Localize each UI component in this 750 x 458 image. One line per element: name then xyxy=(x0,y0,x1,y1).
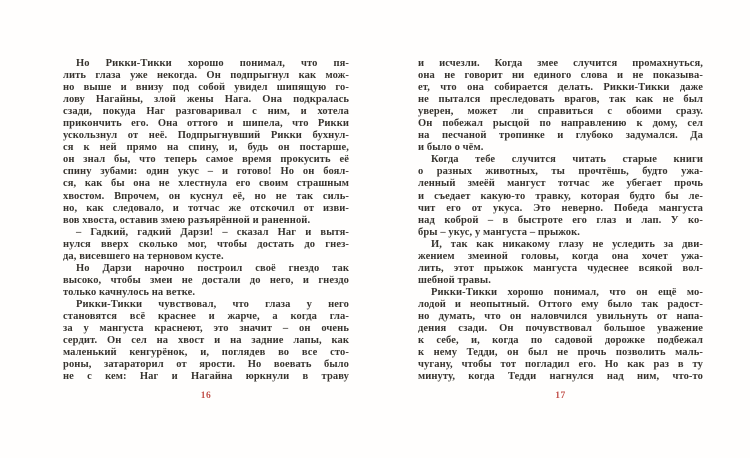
text-line: бры – укус, у мангуста – прыжок. xyxy=(418,226,580,238)
text-line: лову Нагайны, злой жены Нага. Она подкралась xyxy=(63,94,349,106)
text-line: за у мангуста краснеют, это значит – он очень xyxy=(63,323,349,335)
text-line: но думать, что он наловчился увильнуть от напа- xyxy=(418,310,703,322)
text-line: ся к ней прямо на спину, и, будь он постарше, xyxy=(63,142,349,154)
text-line: чугану, чтобы тот погладил его. Но как раз в ту xyxy=(418,359,703,371)
text-line: – Гадкий, гадкий Дарзи! – сказал Наг и вытя- xyxy=(76,226,349,238)
text-line: не с кем: Наг и Нагайна юркнули в траву xyxy=(63,371,349,383)
page-number-left: 16 xyxy=(200,391,212,401)
text-line: и исчезли. Когда змее случится промахнуться, xyxy=(418,58,703,69)
text-line: дения сзади. Он почувствовал большое уважение xyxy=(418,323,703,335)
text-line: Рикки-Тикки чувствовал, что глаза у него xyxy=(76,298,349,310)
text-line: вов хвоста, оставив змею разъярённой и раненной. xyxy=(63,214,311,226)
text-line: нулся вверх сколько мог, чтобы достать до гнез- xyxy=(63,238,349,250)
text-line: ленный змеёй мангуст тотчас же убегает прочь xyxy=(418,178,703,190)
text-line: ся, как бы она не хлестнула его своим страшным xyxy=(63,178,349,190)
text-line: Он побежал рысцой по направлению к дому, сел xyxy=(418,118,703,130)
text-line: лить глаза уже некогда. Он подпрыгнул как мож- xyxy=(63,70,349,82)
text-column-right xyxy=(418,58,703,383)
text-line: только качнулось на ветке. xyxy=(63,286,196,298)
text-line: о разных животных, ты прочтёшь, будто ужа- xyxy=(418,166,703,178)
text-line: минуту, когда Тедди нагнулся над ним, что-то xyxy=(418,371,703,383)
text-line: высоко, чтобы змеи не достали до него, и гнездо xyxy=(63,274,349,286)
text-line: становятся всё краснее и жарче, а когда гла- xyxy=(63,310,349,322)
text-line: ет, что она собирается делать. Рикки-Тикки даже xyxy=(418,82,703,94)
text-line: спину зубами: один укус – и готово! Но он боял- xyxy=(63,166,349,178)
text-line: на песчаной тропинке и глубоко задумался. Да xyxy=(418,130,703,142)
text-line: к себе, и, когда по садовой дорожке подбежал xyxy=(418,335,703,347)
text-line: сердит. Он сел на хвост и на задние лапы, как xyxy=(63,335,349,347)
text-line: Рикки-Тикки хорошо понимал, что он ещё мо- xyxy=(431,286,703,298)
text-line: но, как следовало, и тотчас же отскочил от изви- xyxy=(63,202,349,214)
text-line: но выше и внизу под собой увидел шипящую го- xyxy=(63,82,349,94)
text-line: Когда тебе случится читать старые книги xyxy=(431,154,703,166)
text-line: ускользнул от неё. Подпрыгнувший Рикки бухнул- xyxy=(63,130,349,142)
text-line: роны, затараторил от ярости. Но воевать было xyxy=(63,359,349,371)
text-line: и было о чём. xyxy=(418,142,484,154)
page-right[interactable] xyxy=(418,58,703,418)
text-line: не пытался преследовать врагов, так как не был xyxy=(418,94,703,106)
text-line: к нему Тедди, он был не прочь позволить маль- xyxy=(418,347,703,359)
text-line: прикончить его. Она оттого и шипела, что Рикки xyxy=(63,118,349,130)
text-line: лодой и неопытный. Оттого ему было так радост- xyxy=(418,298,703,310)
text-line: он знал бы, что теперь самое время прокусить её xyxy=(63,154,349,166)
text-line: Но Рикки-Тикки хорошо понимал, что пя- xyxy=(76,58,349,69)
text-column-left xyxy=(63,58,349,383)
text-line: маленький кенгурёнок, и, поглядев во все сто- xyxy=(63,347,349,359)
text-line: хвостом. Впрочем, он куснул её, но не так силь- xyxy=(63,190,349,202)
text-line: она не говорит ни единого слова и не показыва- xyxy=(418,70,703,82)
text-line: да, висевшего на терновом кусте. xyxy=(63,250,224,262)
page-number-right: 17 xyxy=(555,391,566,401)
text-line: жением змеиной головы, когда она хочет ужа- xyxy=(418,250,703,262)
page-left[interactable] xyxy=(63,58,349,418)
text-line: Но Дарзи нарочно построил своё гнездо так xyxy=(76,262,349,274)
text-line: лить, этот прыжок мангуста чудеснее всякой вол- xyxy=(418,262,703,274)
text-line: сзади, покуда Наг разговаривал с ним, и хотела xyxy=(63,106,349,118)
text-line: над коброй – в быстроте его глаз и лап. У ко- xyxy=(418,214,703,226)
text-line: и съедает какую-то травку, которая будто бы ле- xyxy=(418,190,703,202)
text-line: уверен, может ли справиться с обоими сразу. xyxy=(418,106,703,118)
text-line: И, так как никакому глазу не уследить за дви- xyxy=(431,238,703,250)
text-line: чит его от укуса. Это неверно. Победа мангуста xyxy=(418,202,703,214)
text-line: шебной травы. xyxy=(418,274,491,286)
